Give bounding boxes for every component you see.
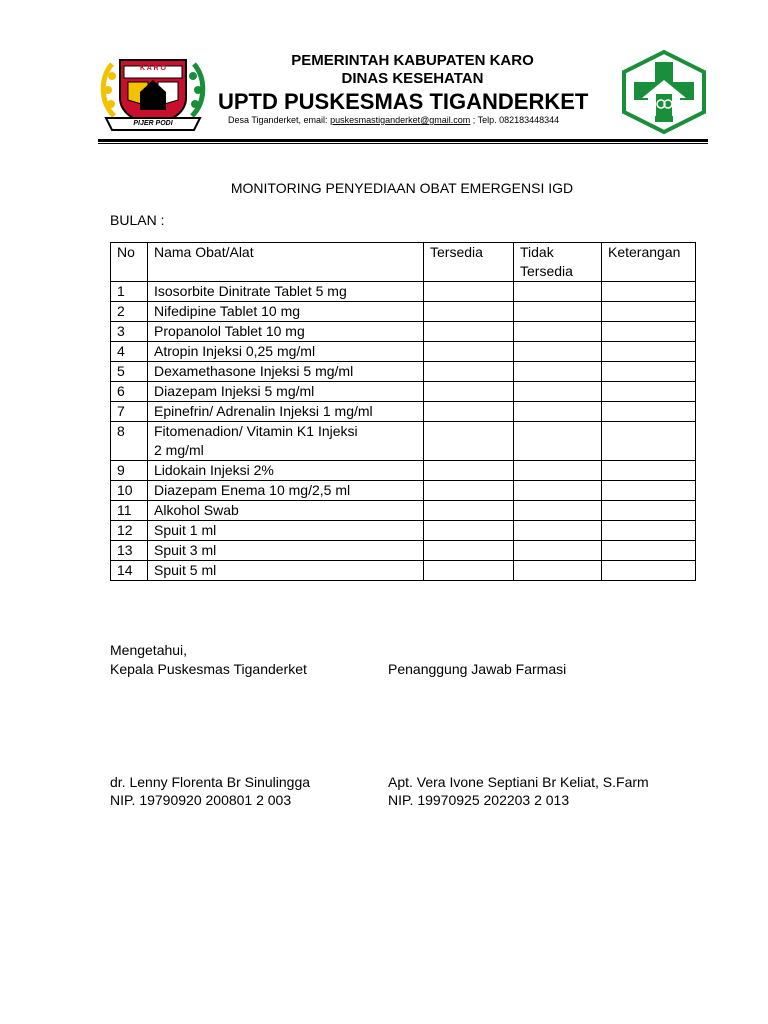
cell-tidak-tersedia [514,521,602,541]
right-signatory-name: Apt. Vera Ivone Septiani Br Keliat, S.Farm [388,774,649,790]
cell-tersedia [424,422,514,461]
cell-keterangan [602,282,696,302]
cell-tidak-tersedia [514,362,602,382]
cell-keterangan [602,322,696,342]
cell-no: 9 [111,461,148,481]
header-department: DINAS KESEHATAN [341,70,484,87]
cell-tersedia [424,541,514,561]
table-row [111,501,696,521]
table-row [111,461,696,481]
cell-no: 2 [111,302,148,322]
karo-regency-logo [98,52,208,134]
logo-text-pijer-podi: PIJER PODI [133,120,173,127]
cell-keterangan [602,461,696,481]
left-signatory-name: dr. Lenny Florenta Br Sinulingga [110,774,311,790]
right-signatory-nip: NIP. 19970925 202203 2 013 [388,792,570,808]
medicine-table [110,242,696,581]
right-signatory-role: Penanggung Jawab Farmasi [388,661,567,677]
cell-no: 10 [111,481,148,501]
cell-tidak-tersedia [514,302,602,322]
table-header-row [111,243,696,282]
cell-tersedia [424,302,514,322]
cell-nama: Dexamethasone Injeksi 5 mg/ml [148,362,424,382]
cell-nama: Propanolol Tablet 10 mg [148,322,424,342]
left-signatory-nip: NIP. 19790920 200801 2 003 [110,792,292,808]
cell-nama: Diazepam Enema 10 mg/2,5 ml [148,481,424,501]
cell-keterangan [602,402,696,422]
cell-tidak-tersedia [514,481,602,501]
cell-keterangan [602,342,696,362]
cell-nama: Atropin Injeksi 0,25 mg/ml [148,342,424,362]
cell-tersedia [424,282,514,302]
contact-prefix: Desa Tiganderket, email: [228,115,331,125]
header-tersedia: Tersedia [424,243,514,282]
cell-nama: Lidokain Injeksi 2% [148,461,424,481]
cell-keterangan [602,561,696,581]
cell-keterangan [602,481,696,501]
header-contact [228,115,559,125]
cell-no: 8 [111,422,148,461]
cell-nama: Nifedipine Tablet 10 mg [148,302,424,322]
puskesmas-cross-house-icon [620,50,708,134]
cell-tersedia [424,382,514,402]
cell-tidak-tersedia [514,402,602,422]
cell-tidak-tersedia [514,541,602,561]
cell-nama-line1: Fitomenadion/ Vitamin K1 Injeksi [154,423,358,439]
cell-tersedia [424,362,514,382]
cell-tersedia [424,521,514,541]
cell-keterangan [602,521,696,541]
cell-no: 12 [111,521,148,541]
cell-nama: Epinefrin/ Adrenalin Injeksi 1 mg/ml [148,402,424,422]
cell-nama [148,422,424,461]
header-no: No [111,243,148,282]
cell-tidak-tersedia [514,342,602,362]
cell-keterangan [602,422,696,461]
header-government: PEMERINTAH KABUPATEN KARO [291,52,534,69]
cell-no: 3 [111,322,148,342]
cell-keterangan [602,382,696,402]
header-rule-thick [98,139,708,142]
cell-nama: Isosorbite Dinitrate Tablet 5 mg [148,282,424,302]
table-row [111,481,696,501]
header-nama: Nama Obat/Alat [148,243,424,282]
cell-tersedia [424,561,514,581]
cell-tidak-tersedia [514,282,602,302]
cell-tersedia [424,501,514,521]
cell-nama-line2: 2 mg/ml [154,442,204,458]
cell-no: 13 [111,541,148,561]
cell-tersedia [424,481,514,501]
cell-no: 6 [111,382,148,402]
cell-nama: Alkohol Swab [148,501,424,521]
contact-email: puskesmastiganderket@gmail.com [330,115,471,125]
cell-keterangan [602,501,696,521]
header-tidak-line2: Tersedia [520,263,573,279]
cell-nama: Spuit 5 ml [148,561,424,581]
cell-no: 14 [111,561,148,581]
cell-tidak-tersedia [514,322,602,342]
cell-no: 4 [111,342,148,362]
cell-keterangan [602,302,696,322]
cell-tersedia [424,342,514,362]
cell-tersedia [424,402,514,422]
cell-tidak-tersedia [514,561,602,581]
table-row [111,402,696,422]
table-row [111,382,696,402]
table-row [111,282,696,302]
cell-no: 5 [111,362,148,382]
cell-tidak-tersedia [514,382,602,402]
header-title: UPTD PUSKESMAS TIGANDERKET [218,89,589,114]
logo-text-karo: K A R O [140,65,166,72]
left-signatory-role: Kepala Puskesmas Tiganderket [110,661,307,677]
cell-no: 7 [111,402,148,422]
cell-tersedia [424,461,514,481]
contact-phone: ; Telp. 082183448344 [470,115,560,125]
header-tidak-tersedia [514,243,602,282]
cell-no: 1 [111,282,148,302]
cell-nama: Spuit 3 ml [148,541,424,561]
table-row [111,541,696,561]
cell-keterangan [602,541,696,561]
cell-tidak-tersedia [514,422,602,461]
table-row [111,521,696,541]
table-row [111,342,696,362]
cell-nama: Diazepam Injeksi 5 mg/ml [148,382,424,402]
table-row [111,422,696,461]
mengetahui-label: Mengetahui, [110,642,188,658]
header-rule-thin [98,143,708,144]
header-tidak-line1: Tidak [520,244,554,260]
bulan-label: BULAN : [110,212,165,228]
table-row [111,561,696,581]
header-keterangan: Keterangan [602,243,696,282]
table-row [111,322,696,342]
table-row [111,302,696,322]
cell-nama: Spuit 1 ml [148,521,424,541]
cell-no: 11 [111,501,148,521]
cell-tersedia [424,322,514,342]
cell-keterangan [602,362,696,382]
cell-tidak-tersedia [514,461,602,481]
cell-tidak-tersedia [514,501,602,521]
document-title: MONITORING PENYEDIAAN OBAT EMERGENSI IGD [230,180,574,196]
table-row [111,362,696,382]
